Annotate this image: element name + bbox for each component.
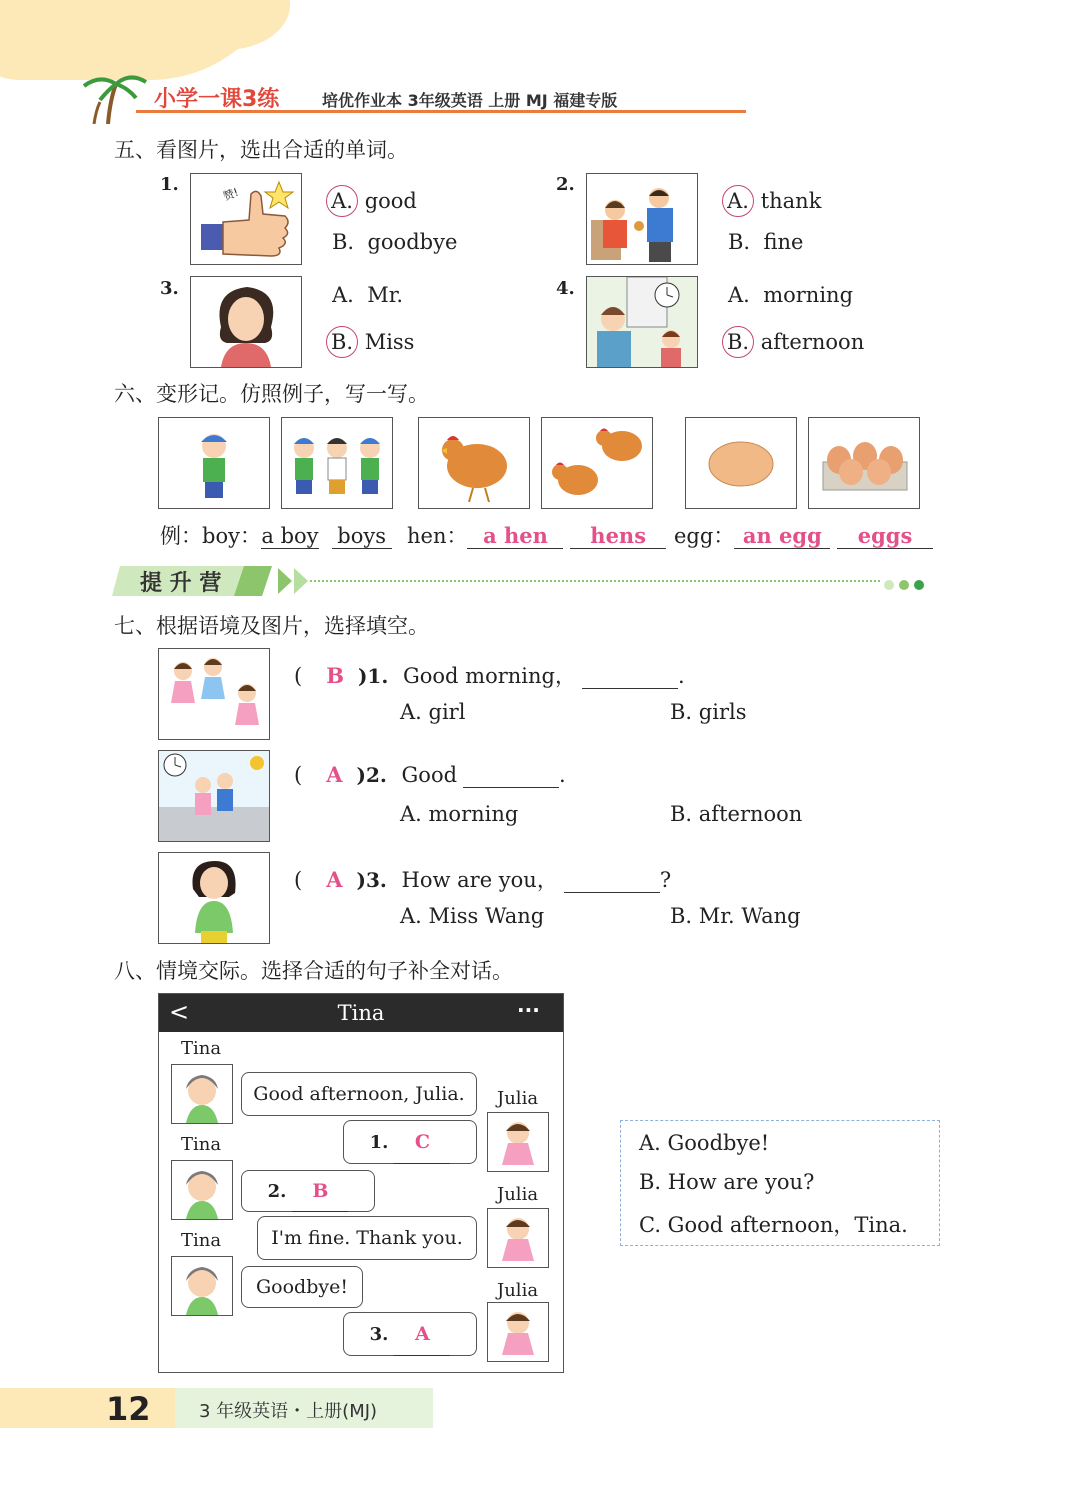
banner-dots-icon <box>884 575 924 594</box>
section-7-title: 七、根据语境及图片，选择填空。 <box>114 614 429 638</box>
section-6-title: 六、变形记。仿照例子，写一写。 <box>114 382 429 406</box>
example-plural: boys <box>332 524 392 549</box>
q7-3-option-a: A. Miss Wang <box>400 904 545 928</box>
q7-2: ( A )2. Good . <box>294 762 566 787</box>
example-line: 例：boy：a boy boys <box>160 520 392 550</box>
egg-plural-answer: eggs <box>837 523 933 549</box>
selected-answer-circle: B. <box>722 326 754 358</box>
teacher-picture <box>158 852 270 944</box>
q7-3: ( A )3. How are you， ? <box>294 867 672 892</box>
q7-3-option-b: B. Mr. Wang <box>670 904 801 928</box>
q7-2-answer: A <box>326 762 343 787</box>
option-b: B. How are you? <box>639 1170 815 1194</box>
back-icon[interactable]: < <box>169 998 190 1026</box>
hen-singular-answer: a hen <box>467 523 563 549</box>
tina-name-1: Tina <box>181 1038 222 1059</box>
julia-name-2: Julia <box>497 1184 539 1205</box>
footer-page-band <box>0 1388 175 1428</box>
julia-avatar-icon <box>487 1302 549 1362</box>
morning-picture <box>158 750 270 842</box>
q5-3-option-a: A. Mr. <box>332 283 404 307</box>
julia-avatar-icon <box>487 1208 549 1268</box>
option-c: C. Good afternoon，Tina. <box>639 1213 908 1237</box>
q7-3-answer: A <box>326 867 343 892</box>
q7-1-option-a: A. girl <box>400 700 466 724</box>
q5-1-option-a: A. good <box>332 185 417 217</box>
section-8-title: 八、情境交际。选择合适的句子补全对话。 <box>114 959 513 983</box>
q5-2-number: 2. <box>556 174 575 195</box>
q7-1-answer: B <box>326 663 344 688</box>
footer-title-band <box>175 1388 433 1428</box>
thumbs-up-picture <box>190 173 302 265</box>
thumbs-up-bubble-text: 赞! <box>221 185 241 204</box>
selected-answer-circle: A. <box>326 185 358 217</box>
q7-3-blank <box>564 868 660 893</box>
q7-2-option-a: A. morning <box>400 802 519 826</box>
q7-1: ( B )1. Good morning， . <box>294 663 685 688</box>
tina-avatar-icon <box>171 1064 233 1124</box>
page-number: 12 <box>106 1390 151 1428</box>
tina-avatar-icon <box>171 1256 233 1316</box>
q7-1-option-b: B. girls <box>670 700 747 724</box>
eggs-picture <box>808 417 920 509</box>
tina-avatar-icon <box>171 1160 233 1220</box>
chat-answer-2: B <box>292 1171 348 1212</box>
chat-window <box>158 993 564 1373</box>
chat-answer-1: C <box>394 1121 450 1164</box>
egg-line: egg： an egg eggs <box>674 520 933 550</box>
q5-2-option-a: A. thank <box>728 185 821 217</box>
hen-line: hen： a hen hens <box>407 520 666 550</box>
julia-name-1: Julia <box>497 1088 539 1109</box>
q5-4-option-b: B. afternoon <box>728 326 864 358</box>
q7-2-blank <box>463 763 559 788</box>
footer-book-title: 3 年级英语・上册(MJ) <box>199 1401 378 1422</box>
q5-4-number: 4. <box>556 278 575 299</box>
banner-text: 提 升 营 <box>140 571 222 596</box>
q7-2-option-b: B. afternoon <box>670 802 803 826</box>
chat-bubble-goodbye: Goodbye! <box>241 1266 363 1308</box>
thank-picture <box>586 173 698 265</box>
hen-picture <box>418 417 530 509</box>
chat-bubble-blank-1: 1. C <box>343 1120 477 1164</box>
selected-answer-circle: B. <box>326 326 358 358</box>
q5-3-number: 3. <box>160 278 179 299</box>
woman-picture <box>190 276 302 368</box>
egg-picture <box>685 417 797 509</box>
header <box>80 70 740 124</box>
brand-title: 小学一课3练 <box>154 87 280 112</box>
option-a: A. Goodbye! <box>639 1131 770 1155</box>
options-box <box>620 1120 940 1246</box>
section-5-title: 五、看图片，选出合适的单词。 <box>114 138 408 162</box>
chat-bubble-im-fine: I'm fine. Thank you. <box>257 1216 477 1260</box>
q5-4-option-a: A. morning <box>728 283 854 307</box>
chat-bubble-good-afternoon-julia: Good afternoon, Julia. <box>241 1072 477 1116</box>
q5-1-option-b: B. goodbye <box>332 230 458 254</box>
boys-picture <box>281 417 393 509</box>
chat-bubble-blank-2: 2. B <box>241 1170 375 1212</box>
chat-title: Tina <box>337 1001 385 1025</box>
hen-plural-answer: hens <box>570 523 666 549</box>
q7-1-blank <box>582 664 678 689</box>
selected-answer-circle: A. <box>722 185 754 217</box>
hens-picture <box>541 417 653 509</box>
tina-name-3: Tina <box>181 1230 222 1251</box>
julia-avatar-icon <box>487 1112 549 1172</box>
chat-answer-3: A <box>394 1313 450 1356</box>
more-icon[interactable]: ··· <box>517 998 540 1022</box>
book-subtitle: 培优作业本 3年级英语 上册 MJ 福建专版 <box>322 91 618 110</box>
example-singular: a boy <box>261 524 319 548</box>
q5-3-option-b: B. Miss <box>332 326 414 358</box>
section-banner <box>112 564 932 598</box>
q5-2-option-b: B. fine <box>728 230 804 254</box>
palm-tree-icon <box>80 70 150 124</box>
tina-name-2: Tina <box>181 1134 222 1155</box>
afternoon-picture <box>586 276 698 368</box>
q5-1-number: 1. <box>160 174 179 195</box>
girls-picture <box>158 648 270 740</box>
egg-singular-answer: an egg <box>734 523 830 549</box>
chat-titlebar <box>159 994 563 1032</box>
chat-bubble-blank-3: 3. A <box>343 1312 477 1356</box>
julia-name-3: Julia <box>497 1280 539 1301</box>
boy-picture <box>158 417 270 509</box>
